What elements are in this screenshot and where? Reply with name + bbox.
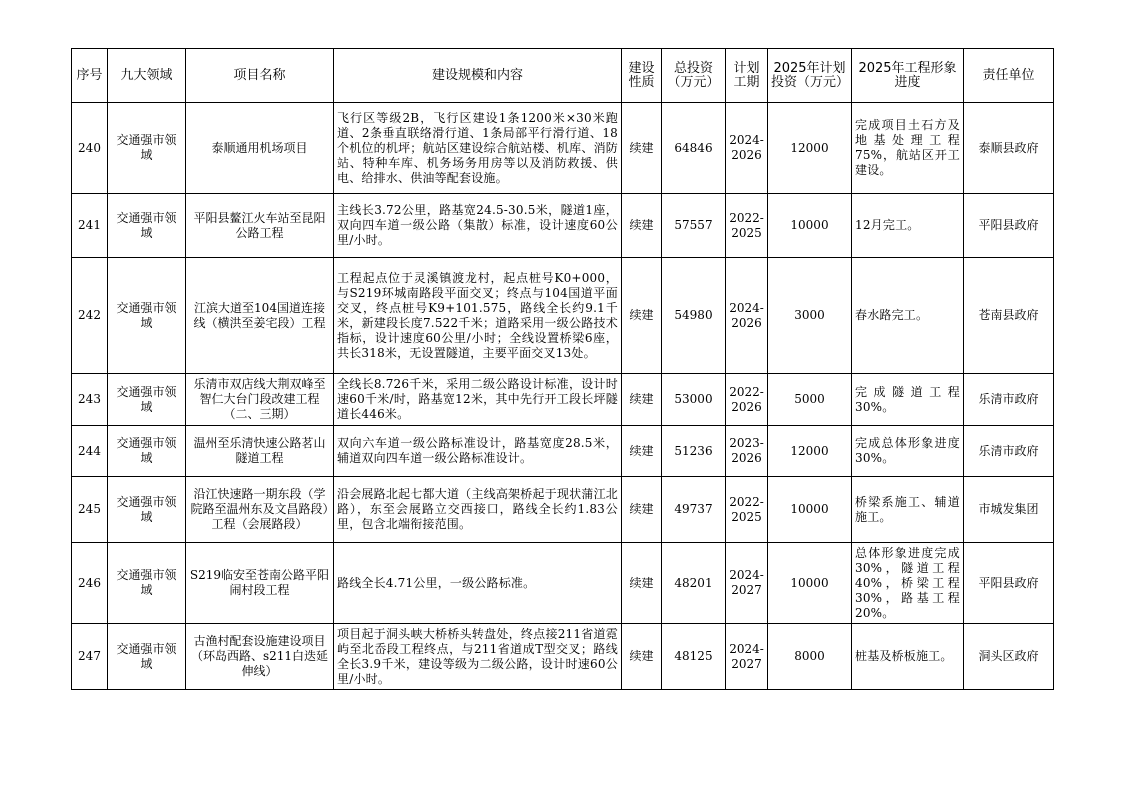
cell-name: 古渔村配套设施建设项目（环岛西路、s211白迭延伸线） [186, 624, 334, 690]
cell-total: 49737 [662, 477, 726, 543]
table-row [72, 258, 1054, 374]
cell-content: 项目起于洞头峡大桥桥头转盘处，终点接211省道霓屿至北岙段工程终点，与211省道成T型交叉；路线全长3.9千米，建设等级为二级公路，设计时速60公里/小时。 [334, 624, 622, 690]
header-name: 项目名称 [186, 49, 334, 103]
cell-unit: 市城发集团 [964, 477, 1054, 543]
cell-field: 交通强市领域 [108, 624, 186, 690]
table-row [72, 543, 1054, 624]
cell-nature: 续建 [622, 543, 662, 624]
cell-field: 交通强市领域 [108, 426, 186, 477]
cell-name: 乐清市双店线大荆双峰至智仁大台门段改建工程（二、三期） [186, 374, 334, 426]
cell-nature: 续建 [622, 194, 662, 258]
cell-name: 江滨大道至104国道连接线（横洪至姜宅段）工程 [186, 258, 334, 374]
header-unit: 责任单位 [964, 49, 1054, 103]
cell-total: 51236 [662, 426, 726, 477]
cell-field: 交通强市领域 [108, 543, 186, 624]
cell-seq: 247 [72, 624, 108, 690]
header-seq: 序号 [72, 49, 108, 103]
table-row [72, 103, 1054, 194]
cell-period: 2024-2027 [726, 543, 768, 624]
cell-progress: 12月完工。 [852, 194, 964, 258]
cell-nature: 续建 [622, 258, 662, 374]
cell-total: 48201 [662, 543, 726, 624]
table-row [72, 426, 1054, 477]
cell-total: 53000 [662, 374, 726, 426]
cell-total: 57557 [662, 194, 726, 258]
cell-progress: 春水路完工。 [852, 258, 964, 374]
project-table [71, 48, 1054, 690]
cell-progress: 完成项目土石方及地基处理工程75%，航站区开工建设。 [852, 103, 964, 194]
header-content: 建设规模和内容 [334, 49, 622, 103]
cell-name: 平阳县鳌江火车站至昆阳公路工程 [186, 194, 334, 258]
cell-content: 飞行区等级2B，飞行区建设1条1200米×30米跑道、2条垂直联络滑行道、1条局部平行滑行道、18个机位的机坪；航站区建设综合航站楼、机库、消防站、特种车库、机务场务用房等以及消防救援、供电、给排水、供油等配套设施。 [334, 103, 622, 194]
cell-seq: 242 [72, 258, 108, 374]
cell-field: 交通强市领域 [108, 374, 186, 426]
table-row [72, 194, 1054, 258]
cell-unit: 平阳县政府 [964, 543, 1054, 624]
cell-period: 2023-2026 [726, 426, 768, 477]
cell-plan: 8000 [768, 624, 852, 690]
cell-unit: 乐清市政府 [964, 426, 1054, 477]
table-row [72, 374, 1054, 426]
cell-plan: 10000 [768, 194, 852, 258]
cell-unit: 泰顺县政府 [964, 103, 1054, 194]
cell-name: 温州至乐清快速公路茗山隧道工程 [186, 426, 334, 477]
cell-progress: 总体形象进度完成30%，隧道工程40%，桥梁工程30%，路基工程20%。 [852, 543, 964, 624]
cell-plan: 3000 [768, 258, 852, 374]
cell-seq: 240 [72, 103, 108, 194]
header-plan2025: 2025年计划投资（万元） [768, 49, 852, 103]
cell-period: 2022-2025 [726, 194, 768, 258]
cell-content: 主线长3.72公里，路基宽24.5-30.5米，隧道1座，双向四车道一级公路（集散）标准，设计速度60公里/小时。 [334, 194, 622, 258]
cell-content: 路线全长4.71公里，一级公路标准。 [334, 543, 622, 624]
cell-period: 2022-2025 [726, 477, 768, 543]
cell-seq: 246 [72, 543, 108, 624]
cell-total: 64846 [662, 103, 726, 194]
header-row [72, 49, 1054, 103]
cell-content: 双向六车道一级公路标准设计，路基宽度28.5米，辅道双向四车道一级公路标准设计。 [334, 426, 622, 477]
cell-progress: 完成总体形象进度30%。 [852, 426, 964, 477]
cell-nature: 续建 [622, 477, 662, 543]
cell-nature: 续建 [622, 103, 662, 194]
cell-plan: 10000 [768, 543, 852, 624]
cell-unit: 苍南县政府 [964, 258, 1054, 374]
cell-total: 48125 [662, 624, 726, 690]
cell-total: 54980 [662, 258, 726, 374]
cell-name: S219临安至苍南公路平阳闹村段工程 [186, 543, 334, 624]
cell-field: 交通强市领域 [108, 194, 186, 258]
cell-seq: 245 [72, 477, 108, 543]
cell-period: 2024-2026 [726, 258, 768, 374]
cell-plan: 12000 [768, 426, 852, 477]
cell-period: 2024-2026 [726, 103, 768, 194]
cell-content: 全线长8.726千米，采用二级公路设计标准，设计时速60千米/时，路基宽12米，其中先行开工段长坪隧道长446米。 [334, 374, 622, 426]
cell-field: 交通强市领域 [108, 477, 186, 543]
header-field: 九大领域 [108, 49, 186, 103]
cell-unit: 洞头区政府 [964, 624, 1054, 690]
cell-field: 交通强市领域 [108, 103, 186, 194]
cell-unit: 乐清市政府 [964, 374, 1054, 426]
table-row [72, 624, 1054, 690]
cell-content: 沿会展路北起七都大道（主线高架桥起于现状蒲江北路），东至会展路立交西接口，路线全长约1.83公里，包含北端衔接范围。 [334, 477, 622, 543]
header-total: 总投资（万元） [662, 49, 726, 103]
cell-progress: 桥梁系施工、辅道施工。 [852, 477, 964, 543]
cell-name: 泰顺通用机场项目 [186, 103, 334, 194]
header-nature: 建设性质 [622, 49, 662, 103]
cell-name: 沿江快速路一期东段（学院路至温州东及文昌路段）工程（会展路段） [186, 477, 334, 543]
header-period: 计划工期 [726, 49, 768, 103]
cell-unit: 平阳县政府 [964, 194, 1054, 258]
cell-plan: 10000 [768, 477, 852, 543]
cell-plan: 5000 [768, 374, 852, 426]
cell-period: 2024-2027 [726, 624, 768, 690]
cell-progress: 完成隧道工程30%。 [852, 374, 964, 426]
cell-seq: 241 [72, 194, 108, 258]
header-progress2025: 2025年工程形象进度 [852, 49, 964, 103]
cell-plan: 12000 [768, 103, 852, 194]
cell-nature: 续建 [622, 624, 662, 690]
cell-seq: 243 [72, 374, 108, 426]
cell-seq: 244 [72, 426, 108, 477]
cell-nature: 续建 [622, 426, 662, 477]
cell-nature: 续建 [622, 374, 662, 426]
cell-progress: 桩基及桥板施工。 [852, 624, 964, 690]
cell-field: 交通强市领域 [108, 258, 186, 374]
table-row [72, 477, 1054, 543]
cell-content: 工程起点位于灵溪镇渡龙村，起点桩号K0+000，与S219环城南路段平面交叉；终点与104国道平面交叉，终点桩号K9+101.575，路线全长约9.1千米，新建段长度7.522千米；道路采用一级公路技术指标，设计速度60公里/小时；全线设置桥梁6座，共长318米，无设置隧道，主要平面交叉13处。 [334, 258, 622, 374]
cell-period: 2022-2026 [726, 374, 768, 426]
